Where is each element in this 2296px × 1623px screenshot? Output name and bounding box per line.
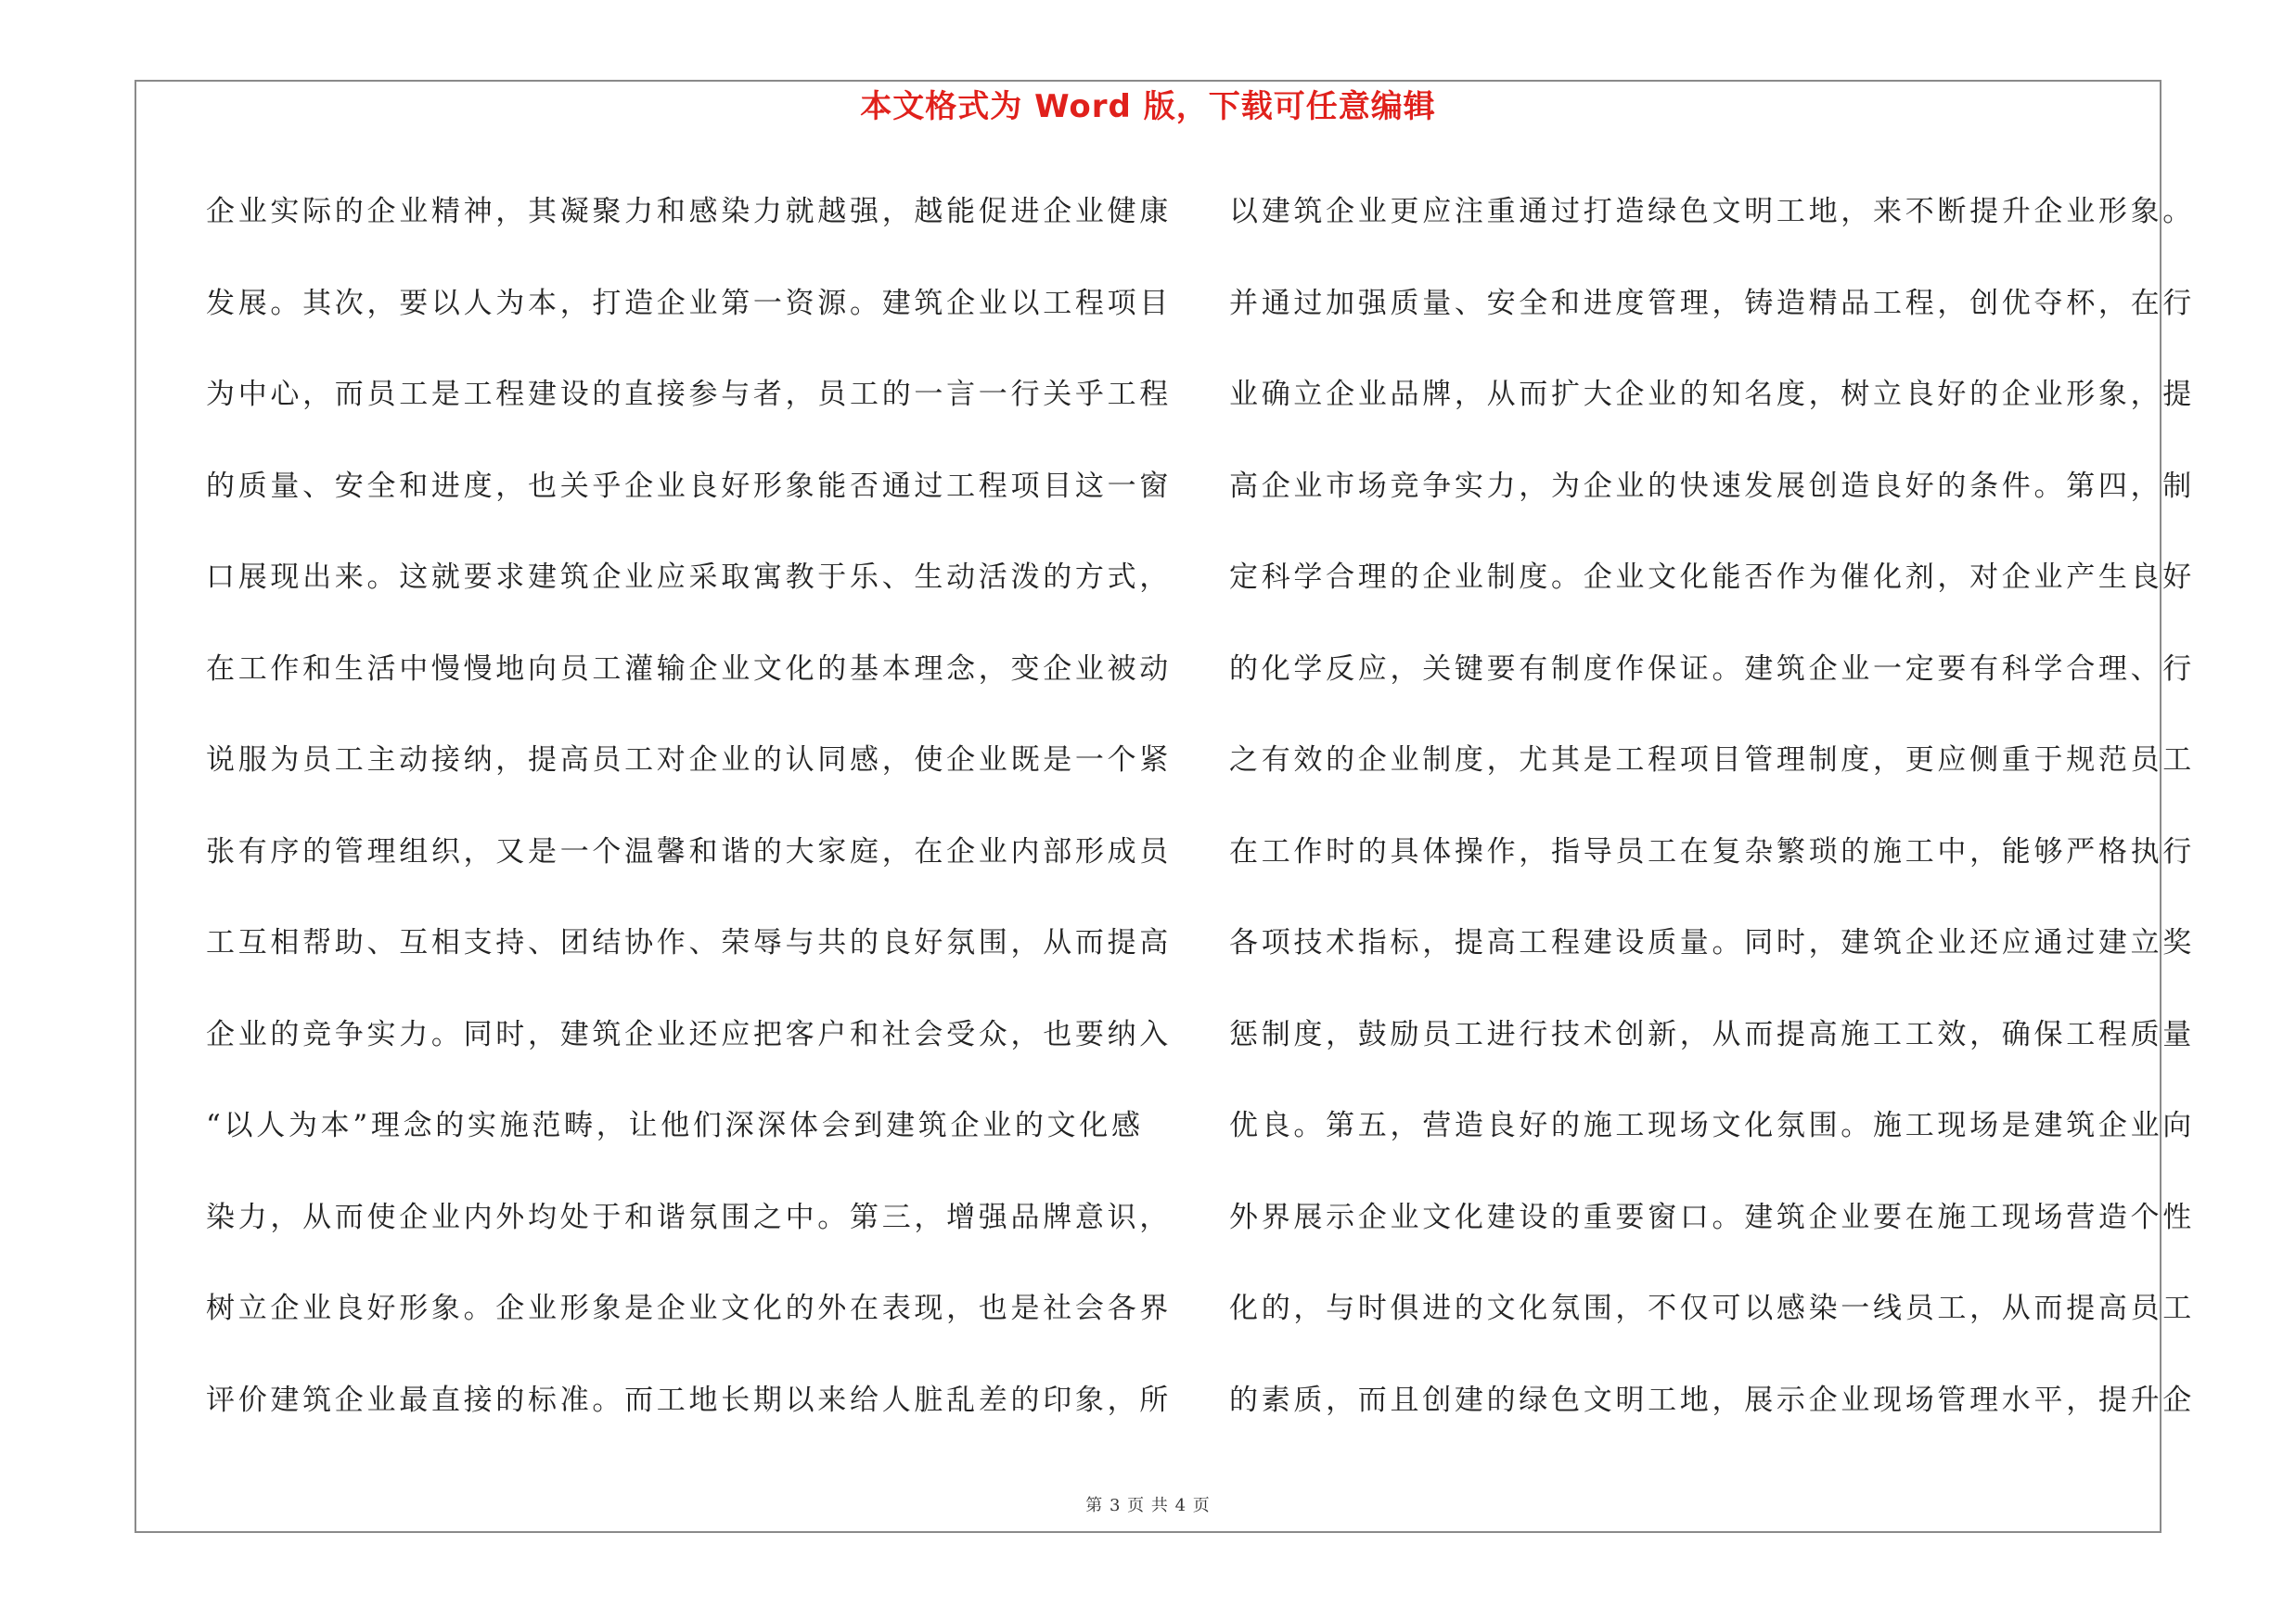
- text-line: 优良。第五，营造良好的施工现场文化氛围。施工现场是建筑企业向: [1229, 1109, 2195, 1142]
- text-line: 为中心，而员工是工程建设的直接参与者，员工的一言一行关乎工程: [206, 378, 1172, 411]
- text-line: 树立企业良好形象。企业形象是企业文化的外在表现，也是社会各界: [206, 1292, 1172, 1325]
- right-text-column: [1229, 186, 2195, 1465]
- text-line: 业确立企业品牌，从而扩大企业的知名度，树立良好的企业形象，提: [1229, 378, 2195, 411]
- text-line: 口展现出来。这就要求建筑企业应采取寓教于乐、生动活泼的方式，: [206, 560, 1172, 594]
- text-line: 定科学合理的企业制度。企业文化能否作为催化剂，对企业产生良好: [1229, 560, 2195, 594]
- text-line: 之有效的企业制度，尤其是工程项目管理制度，更应侧重于规范员工: [1229, 743, 2195, 777]
- text-line: 企业的竞争实力。同时，建筑企业还应把客户和社会受众，也要纳入: [206, 1017, 1172, 1051]
- text-line: 的素质，而且创建的绿色文明工地，展示企业现场管理水平，提升企: [1229, 1383, 2195, 1417]
- text-line: 惩制度，鼓励员工进行技术创新，从而提高施工工效，确保工程质量: [1229, 1017, 2195, 1051]
- left-text-column: [206, 186, 1172, 1465]
- text-line: 并通过加强质量、安全和进度管理，铸造精品工程，创优夺杯，在行: [1229, 286, 2195, 320]
- text-line: 在工作和生活中慢慢地向员工灌输企业文化的基本理念，变企业被动: [206, 651, 1172, 686]
- text-line: 化的，与时俱进的文化氛围，不仅可以感染一线员工，从而提高员工: [1229, 1292, 2195, 1325]
- text-line: 各项技术指标，提高工程建设质量。同时，建筑企业还应通过建立奖: [1229, 926, 2195, 960]
- format-notice-banner: 本文格式为 Word 版，下载可任意编辑: [860, 88, 1436, 125]
- text-line: 张有序的管理组织，又是一个温馨和谐的大家庭，在企业内部形成员: [206, 834, 1172, 869]
- text-line: 在工作时的具体操作，指导员工在复杂繁琐的施工中，能够严格执行: [1229, 834, 2195, 869]
- text-line: 的化学反应，关键要有制度作保证。建筑企业一定要有科学合理、行: [1229, 651, 2195, 686]
- page-number-footer: 第 3 页 共 4 页: [1085, 1496, 1211, 1515]
- text-line: 外界展示企业文化建设的重要窗口。建筑企业要在施工现场营造个性: [1229, 1200, 2195, 1234]
- text-line: 的质量、安全和进度，也关乎企业良好形象能否通过工程项目这一窗: [206, 469, 1172, 503]
- text-line: 染力，从而使企业内外均处于和谐氛围之中。第三，增强品牌意识，: [206, 1200, 1172, 1234]
- text-line: 说服为员工主动接纳，提高员工对企业的认同感，使企业既是一个紧: [206, 743, 1172, 777]
- text-line: 以建筑企业更应注重通过打造绿色文明工地，来不断提升企业形象。: [1229, 195, 2195, 228]
- text-line: “以人为本”理念的实施范畴，让他们深深体会到建筑企业的文化感: [206, 1109, 1144, 1142]
- text-line: 企业实际的企业精神，其凝聚力和感染力就越强，越能促进企业健康: [206, 195, 1172, 228]
- text-line: 工互相帮助、互相支持、团结协作、荣辱与共的良好氛围，从而提高: [206, 926, 1172, 960]
- text-line: 高企业市场竞争实力，为企业的快速发展创造良好的条件。第四，制: [1229, 469, 2195, 503]
- text-line: 发展。其次，要以人为本，打造企业第一资源。建筑企业以工程项目: [206, 286, 1172, 320]
- text-line: 评价建筑企业最直接的标准。而工地长期以来给人脏乱差的印象，所: [206, 1383, 1172, 1417]
